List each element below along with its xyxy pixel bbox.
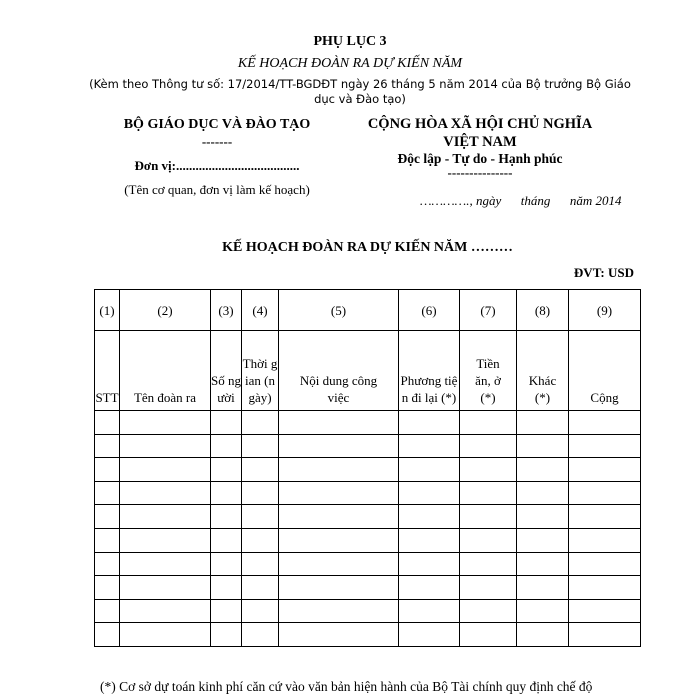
- footnote: (*) Cơ sở dự toán kinh phí căn cứ vào văn bản hiện hành của Bộ Tài chính quy định chế độ: [100, 679, 593, 694]
- table-cell: [120, 458, 211, 482]
- table-cell: [242, 481, 279, 505]
- table-cell: [517, 458, 569, 482]
- table-cell: [569, 552, 641, 576]
- table-cell: [279, 576, 399, 600]
- table-cell: [211, 623, 242, 647]
- table-cell: [399, 505, 460, 529]
- table-cell: [279, 623, 399, 647]
- table-cell: [460, 458, 517, 482]
- table-cell: [95, 599, 120, 623]
- table-cell: [460, 528, 517, 552]
- table-cell: [95, 576, 120, 600]
- header-transport: Phương tiện đi lại (*): [399, 331, 460, 411]
- table-cell: [399, 481, 460, 505]
- table-row: [95, 576, 641, 600]
- table-cell: [569, 411, 641, 435]
- table-cell: [242, 576, 279, 600]
- table-cell: [211, 458, 242, 482]
- table-row: [95, 552, 641, 576]
- ministry-divider: -------: [201, 134, 233, 149]
- column-number: (7): [460, 290, 517, 331]
- column-number: (8): [517, 290, 569, 331]
- table-row: [95, 434, 641, 458]
- header-work-content: Nội dung công việc: [279, 331, 399, 411]
- header-accommodation: Tiền ăn, ở (*): [460, 331, 517, 411]
- table-cell: [279, 599, 399, 623]
- table-cell: [399, 552, 460, 576]
- table-cell: [242, 552, 279, 576]
- table-cell: [242, 411, 279, 435]
- column-number: (1): [95, 290, 120, 331]
- table-cell: [460, 623, 517, 647]
- table-cell: [399, 458, 460, 482]
- table-cell: [399, 599, 460, 623]
- table-cell: [211, 599, 242, 623]
- table-cell: [211, 528, 242, 552]
- currency-unit-label: ĐVT: USD: [573, 265, 634, 280]
- column-number: (4): [242, 290, 279, 331]
- table-cell: [569, 434, 641, 458]
- table-cell: [569, 623, 641, 647]
- column-header-row: [95, 331, 641, 411]
- table-cell: [517, 434, 569, 458]
- table-cell: [279, 528, 399, 552]
- table-cell: [120, 411, 211, 435]
- table-cell: [211, 576, 242, 600]
- table-cell: [242, 505, 279, 529]
- table-cell: [569, 481, 641, 505]
- table-cell: [517, 552, 569, 576]
- table-cell: [399, 623, 460, 647]
- table-cell: [242, 528, 279, 552]
- table-cell: [279, 552, 399, 576]
- table-cell: [460, 552, 517, 576]
- column-number: (3): [211, 290, 242, 331]
- table-row: [95, 411, 641, 435]
- table-cell: [460, 576, 517, 600]
- table-row: [95, 528, 641, 552]
- table-cell: [399, 434, 460, 458]
- table-cell: [517, 481, 569, 505]
- header-people-count: Số người: [211, 331, 242, 411]
- table-cell: [120, 528, 211, 552]
- table-cell: [399, 576, 460, 600]
- table-cell: [95, 434, 120, 458]
- table-cell: [279, 434, 399, 458]
- appendix-title: PHỤ LỤC 3: [313, 34, 387, 49]
- table-cell: [279, 458, 399, 482]
- table-cell: [399, 528, 460, 552]
- table-cell: [95, 481, 120, 505]
- national-motto: Độc lập - Tự do - Hạnh phúc: [397, 151, 563, 166]
- ministry-name: BỘ GIÁO DỤC VÀ ĐÀO TẠO: [123, 117, 311, 132]
- republic-name: CỘNG HÒA XÃ HỘI CHỦ NGHĨA VIỆT NAM: [367, 116, 593, 150]
- table-cell: [120, 481, 211, 505]
- table-cell: [120, 434, 211, 458]
- table-cell: [517, 505, 569, 529]
- table-cell: [95, 528, 120, 552]
- table-cell: [460, 505, 517, 529]
- header-delegation-name: Tên đoàn ra: [120, 331, 211, 411]
- table-cell: [120, 623, 211, 647]
- plan-table: [94, 289, 641, 647]
- table-cell: [211, 434, 242, 458]
- unit-line: Đơn vị:......................................: [134, 158, 300, 173]
- table-cell: [517, 411, 569, 435]
- table-cell: [517, 623, 569, 647]
- table-cell: [569, 599, 641, 623]
- table-cell: [569, 505, 641, 529]
- column-number: (9): [569, 290, 641, 331]
- table-cell: [211, 552, 242, 576]
- table-cell: [569, 458, 641, 482]
- column-number: (6): [399, 290, 460, 331]
- table-cell: [95, 411, 120, 435]
- table-cell: [279, 411, 399, 435]
- table-cell: [120, 552, 211, 576]
- table-cell: [120, 599, 211, 623]
- header-stt: STT: [95, 331, 120, 411]
- table-cell: [399, 411, 460, 435]
- table-cell: [95, 505, 120, 529]
- table-row: [95, 505, 641, 529]
- table-cell: [211, 481, 242, 505]
- table-row: [95, 481, 641, 505]
- table-cell: [120, 505, 211, 529]
- table-cell: [517, 576, 569, 600]
- attachment-note: (Kèm theo Thông tư số: 17/2014/TT-BGDĐT ngày 26 tháng 5 năm 2014 của Bộ trưởng Bộ Giáo dục và Đào tạo): [89, 77, 631, 106]
- plan-subtitle: KẾ HOẠCH ĐOÀN RA DỰ KIẾN NĂM: [237, 56, 463, 71]
- table-cell: [211, 411, 242, 435]
- header-duration: Thời gian (ngày): [242, 331, 279, 411]
- table-cell: [95, 623, 120, 647]
- table-cell: [242, 599, 279, 623]
- table-cell: [460, 434, 517, 458]
- table-cell: [242, 434, 279, 458]
- column-number-row: [95, 290, 641, 331]
- table-cell: [460, 481, 517, 505]
- table-cell: [242, 623, 279, 647]
- date-line: …………., ngày tháng năm 2014: [420, 193, 622, 208]
- table-cell: [211, 505, 242, 529]
- unit-note: (Tên cơ quan, đơn vị làm kế hoạch): [124, 182, 310, 197]
- motto-divider: ---------------: [447, 165, 513, 180]
- table-cell: [517, 599, 569, 623]
- table-cell: [569, 528, 641, 552]
- table-row: [95, 458, 641, 482]
- table-cell: [95, 458, 120, 482]
- table-cell: [460, 411, 517, 435]
- table-cell: [460, 599, 517, 623]
- column-number: (5): [279, 290, 399, 331]
- table-row: [95, 599, 641, 623]
- table-cell: [120, 576, 211, 600]
- table-cell: [517, 528, 569, 552]
- main-title: KẾ HOẠCH ĐOÀN RA DỰ KIẾN NĂM ………: [222, 240, 513, 255]
- table-cell: [279, 481, 399, 505]
- table-cell: [569, 576, 641, 600]
- table-cell: [242, 458, 279, 482]
- table-cell: [95, 552, 120, 576]
- header-other: Khác (*): [517, 331, 569, 411]
- column-number: (2): [120, 290, 211, 331]
- table-cell: [279, 505, 399, 529]
- table-row: [95, 623, 641, 647]
- header-total: Cộng: [569, 331, 641, 411]
